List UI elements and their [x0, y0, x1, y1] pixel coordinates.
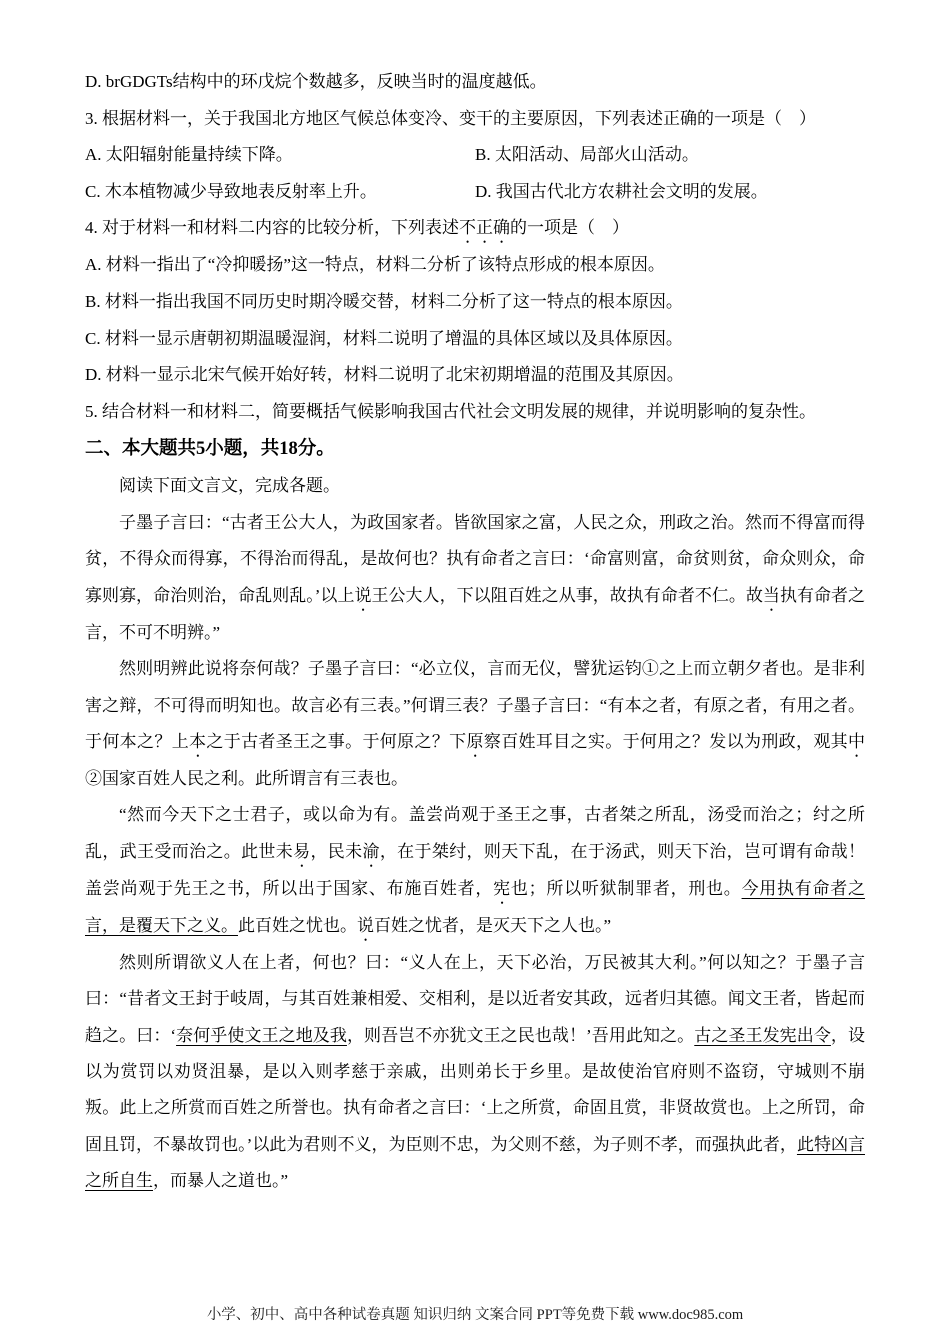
question3-option-a: A. 太阳辐射能量持续下降。: [85, 145, 293, 165]
passage-paragraph-2: 然则明辨此说将奈何哉？子墨子言曰：“必立仪，言而无仪，譬犹运钧①之上而立朝夕者也。是非利害之辩，不可得而明知也。故言必有三表。”何谓三表？子墨子言曰：“有本之者，有原之者，有用之者。于何本之？上本之于古者圣王之事。于何原之？下原察百姓耳目之实。于何用之？发以为刑政，观其中②国家百姓人民之利。此所谓言有三表也。: [85, 659, 866, 788]
question4-option-a: A. 材料一指出了“冷抑暖扬”这一特点，材料二分析了该特点形成的根本原因。: [85, 255, 665, 275]
question3-options-row-1: [85, 137, 865, 174]
question3-stem: 3. 根据材料一，关于我国北方地区气候总体变冷、变干的主要原因，下列表述正确的一项是（ ）: [85, 108, 816, 128]
passage-intro: 阅读下面文言文，完成各题。: [119, 476, 340, 496]
question2-option-d: D. brGDGTs结构中的环戊烷个数越多，反映当时的温度越低。: [85, 72, 547, 91]
passage-paragraph-3: “然而今天下之士君子，或以命为有。盖尝尚观于圣王之事，古者桀之所乱，汤受而治之；纣之所乱，武王受而治之。此世未易，民未渝，在于桀纣，则天下乱，在于汤武，则天下治，岂可谓有命哉！盖尝尚观于先王之书，所以出于国家、布施百姓者，宪也；所以听狱制罪者，刑也。今用执有命者之言，是覆天下之义。此百姓之忧也。说百姓之忧者，是灭天下之人也。”: [85, 805, 866, 935]
question3-option-d: D. 我国古代北方农耕社会文明的发展。: [475, 181, 768, 201]
page-footer: 小学、初中、高中各种试卷真题 知识归纳 文案合同 PPT等免费下载 www.doc985.com: [206, 1307, 744, 1323]
question4-option-c: C. 材料一显示唐朝初期温暖湿润，材料二说明了增温的具体区域以及具体原因。: [85, 328, 683, 348]
question4-option-b: B. 材料一指出我国不同历史时期冷暖交替，材料二分析了这一特点的根本原因。: [85, 291, 683, 311]
classical-passage: [85, 505, 865, 1200]
section-two-heading: 二、本大题共5小题，共18分。: [85, 439, 335, 460]
question3-options-row-2: [85, 174, 865, 211]
passage-paragraph-1: 子墨子言曰：“古者王公大人，为政国家者。皆欲国家之富，人民之众，刑政之治。然而不得富而得贫，不得众而得寡，不得治而得乱，是故何也？执有命者之言曰：‘命富则富，命贫则贫，命众则众，命寡则寡，命治则治，命乱则乱。’以上说王公大人，下以阻百姓之从事，故执有命者不仁。故当执有命者之言，不可不明辨。”: [85, 512, 866, 642]
question3-option-b: B. 太阳活动、局部火山活动。: [475, 145, 699, 165]
question4-option-d: D. 材料一显示北宋气候开始好转，材料二说明了北宋初期增温的范围及其原因。: [85, 365, 684, 385]
question4-stem: 4. 对于材料一和材料二内容的比较分析，下列表述不正确的一项是（ ）: [85, 218, 629, 238]
passage-paragraph-4: 然则所谓欲义人在上者，何也？曰：“义人在上，天下必治，万民被其大利。”何以知之？于墨子言曰：“昔者文王封于岐周，与其百姓兼相爱、交相利，是以近者安其政，远者归其德。闻文王者，皆起而趋之。曰：‘奈何乎使文王之地及我，则吾岂不亦犹文王之民也哉！’吾用此知之。古之圣王发宪出令，设以为赏罚以劝贤沮暴，是以入则孝慈于亲戚，出则弟长于乡里。是故使治官府则不盗窃，守城则不崩叛。此上之所赏而百姓之所誉也。执有命者之言曰：‘上之所赏，命固且赏，非贤故赏也。上之所罚，命固且罚，不暴故罚也。’以此为君则不义，为臣则不忠，为父则不慈，为子则不孝，而强执此者，此特凶言之所自生，而暴人之道也。”: [85, 952, 866, 1191]
question5-text: 5. 结合材料一和材料二，简要概括气候影响我国古代社会文明发展的规律，并说明影响的复杂性。: [85, 401, 816, 421]
question3-option-c: C. 木本植物减少导致地表反射率上升。: [85, 181, 377, 201]
